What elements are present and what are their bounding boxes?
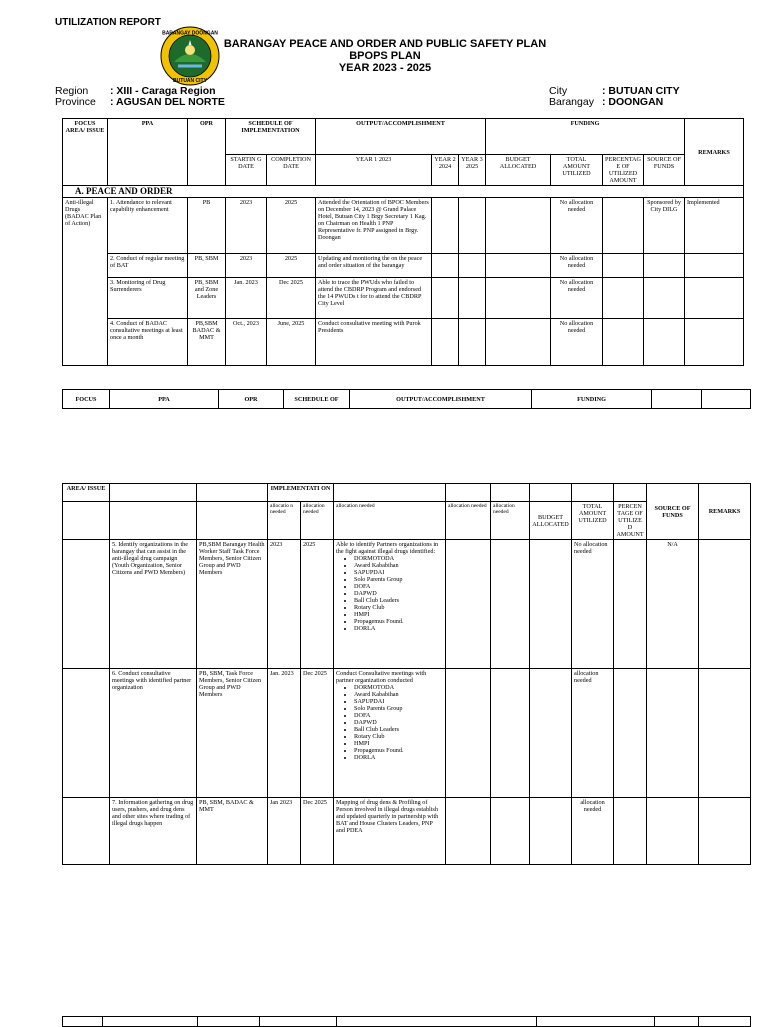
- output-cell: Mapping of drug dens & Profiling of Person involved in illegal drugs establish and updated quarterly in partnership with BAT and House Clusters Leaders, PNP and PDEA: [334, 798, 446, 865]
- source-cell: [644, 278, 685, 319]
- end-cell: 2025: [301, 540, 334, 669]
- source-cell: Sponsored by City DILG: [644, 198, 685, 254]
- opr-cell: PB, SBM, BADAC & MMT: [197, 798, 268, 865]
- remarks-cell: Implemented: [685, 198, 744, 254]
- remarks-cell: [685, 254, 744, 278]
- col-output: OUTPUT/ACCOMPLISHMENT: [316, 119, 486, 155]
- start-cell: Jan 2023: [268, 798, 301, 865]
- table-row: [63, 540, 751, 669]
- source-cell: [647, 669, 699, 798]
- svg-text:BARANGAY DOONGAN: BARANGAY DOONGAN: [162, 30, 218, 37]
- remarks-cell: [699, 540, 751, 669]
- percentage-cell: [603, 278, 644, 319]
- total-cell: No allocation needed: [551, 278, 603, 319]
- focus-area-cell: Anti-illegal Drugs (BADAC Plan of Action): [63, 198, 108, 366]
- blank-cell: [491, 798, 530, 865]
- blank-cell: [197, 502, 268, 540]
- table-header-strip: [62, 389, 751, 409]
- start-cell: Oct., 2023: [226, 319, 267, 366]
- list-item: • Solo Parents Group: [354, 705, 443, 712]
- col-start-date: STARTIN G DATE: [226, 155, 267, 186]
- col-source: SOURCE OF FUNDS: [647, 484, 699, 540]
- opr-cell: PB,SBM Barangay Health Worker Staff Task Force Members, Senior Citizen Group and PWD Members: [197, 540, 268, 669]
- col-percentage: PERCEN TAGE OF UTILIZE D AMOUNT: [614, 502, 647, 540]
- blank-cell: [614, 484, 647, 502]
- total-cell: allocation needed: [572, 669, 614, 798]
- output-text: Conduct Consultative meetings with partner organization conducted: [336, 670, 427, 684]
- col-remarks: REMARKS: [699, 484, 751, 540]
- remarks-cell: [685, 278, 744, 319]
- col-budget: BUDGET ALLOCATED: [486, 155, 551, 186]
- table-row: [63, 254, 744, 278]
- table-footer-strip: [62, 1016, 751, 1027]
- year2-cell: [432, 198, 459, 254]
- bpops-table-continued: [62, 483, 751, 865]
- year3-cell: [459, 278, 486, 319]
- col-funding: FUNDING: [486, 119, 685, 155]
- budget-cell: [486, 198, 551, 254]
- blank-cell: [446, 484, 491, 502]
- blank-cell: [446, 669, 491, 798]
- partner-organization-list: [336, 555, 443, 632]
- city-label: City: [549, 85, 568, 97]
- col-area-issue: AREA/ ISSUE: [63, 484, 110, 502]
- col-source: SOURCE OF FUNDS: [644, 155, 685, 186]
- list-item: • DAPWD: [354, 590, 443, 597]
- blank-cell: [699, 1017, 751, 1027]
- section-heading: A. PEACE AND ORDER: [63, 186, 744, 198]
- alloc-cell: allocation needed: [334, 502, 446, 540]
- percentage-cell: [603, 319, 644, 366]
- table-row: [63, 319, 744, 366]
- list-item: • HMPI: [354, 611, 443, 618]
- blank-cell: [110, 484, 197, 502]
- source-cell: [644, 319, 685, 366]
- budget-cell: [486, 319, 551, 366]
- blank-cell: [652, 390, 702, 409]
- col-total: TOTAL AMOUNT UTILIZED: [572, 502, 614, 540]
- province-value: : AGUSAN DEL NORTE: [110, 96, 225, 108]
- city-value: : BUTUAN CITY: [602, 85, 680, 97]
- year2-cell: [432, 254, 459, 278]
- report-label: UTILIZATION REPORT: [55, 17, 161, 28]
- table-row: [63, 669, 751, 798]
- end-cell: Dec 2025: [301, 669, 334, 798]
- budget-cell: [530, 669, 572, 798]
- output-cell: [334, 669, 446, 798]
- end-cell: Dec 2025: [301, 798, 334, 865]
- col-completion-date: COMPLETION DATE: [267, 155, 316, 186]
- remarks-cell: [685, 319, 744, 366]
- blank-cell: [537, 1017, 655, 1027]
- blank-cell: [198, 1017, 260, 1027]
- col-funding: FUNDING: [532, 390, 652, 409]
- blank-cell: [63, 502, 110, 540]
- blank-cell: [572, 484, 614, 502]
- percentage-cell: [614, 798, 647, 865]
- year3-cell: [459, 198, 486, 254]
- budget-cell: [486, 278, 551, 319]
- budget-cell: [530, 540, 572, 669]
- barangay-value: : DOONGAN: [602, 96, 664, 108]
- ppa-cell: 2. Conduct of regular meeting of BAT: [108, 254, 188, 278]
- list-item: • DOFA: [354, 583, 443, 590]
- blank-cell: [63, 669, 110, 798]
- blank-cell: [337, 1017, 537, 1027]
- document-year-range: YEAR 2023 - 2025: [338, 62, 432, 74]
- col-schedule: SCHEDULE OF: [284, 390, 350, 409]
- table-row: [63, 278, 744, 319]
- col-year3: YEAR 3 2025: [459, 155, 486, 186]
- alloc-cell: allocation needed: [301, 502, 334, 540]
- list-item: • DAPWD: [354, 719, 443, 726]
- list-item: • Rotary Club: [354, 604, 443, 611]
- blank-cell: [197, 484, 268, 502]
- ppa-cell: 5. Identify organizations in the barangay that can assist in the anti-illegal drug campaign (Youth Organization, Senior Citizens and PWD Members): [110, 540, 197, 669]
- list-item: • DORLA: [354, 754, 443, 761]
- budget-cell: [486, 254, 551, 278]
- start-cell: Jan. 2023: [268, 669, 301, 798]
- year2-cell: [432, 319, 459, 366]
- blank-cell: [446, 540, 491, 669]
- remarks-cell: [699, 798, 751, 865]
- budget-cell: [530, 798, 572, 865]
- col-opr: OPR: [219, 390, 284, 409]
- percentage-cell: [614, 669, 647, 798]
- blank-cell: [491, 484, 530, 502]
- percentage-cell: [603, 254, 644, 278]
- bpops-table-peace-order: [62, 118, 744, 366]
- alloc-cell: allocatio n needed: [268, 502, 301, 540]
- list-item: • Solo Parents Group: [354, 576, 443, 583]
- percentage-cell: [614, 540, 647, 669]
- blank-cell: [103, 1017, 198, 1027]
- opr-cell: PB: [188, 198, 226, 254]
- list-item: • Ball Club Leaders: [354, 726, 443, 733]
- blank-cell: [260, 1017, 337, 1027]
- start-cell: 2023: [226, 254, 267, 278]
- year3-cell: [459, 319, 486, 366]
- col-implementation: IMPLEMENTATI ON: [268, 484, 334, 502]
- ppa-cell: 3. Monitoring of Drug Surrenderers: [108, 278, 188, 319]
- table-row: [63, 198, 744, 254]
- list-item: • Propagemus Found.: [354, 747, 443, 754]
- list-item: • Propagemus Found.: [354, 618, 443, 625]
- list-item: • SAPUPDAI: [354, 698, 443, 705]
- col-output: OUTPUT/ACCOMPLISHMENT: [350, 390, 532, 409]
- year1-cell: Updating and monitoring the on the peace and order situation of the barangay: [316, 254, 432, 278]
- source-cell: N/A: [647, 540, 699, 669]
- blank-cell: [655, 1017, 699, 1027]
- output-text: Able to identify Partners organizations in the fight against illegal drugs identified:: [336, 541, 439, 555]
- document-title: BARANGAY PEACE AND ORDER AND PUBLIC SAFETY PLAN: [223, 38, 547, 50]
- year1-cell: Conduct consultative meeting with Purok Presidents: [316, 319, 432, 366]
- col-ppa: PPA: [108, 119, 188, 186]
- table-row: [63, 798, 751, 865]
- col-year2: YEAR 2 2024: [432, 155, 459, 186]
- blank-cell: [702, 390, 751, 409]
- remarks-cell: [699, 669, 751, 798]
- col-total: TOTAL AMOUNT UTILIZED: [551, 155, 603, 186]
- svg-text:BUTUAN CITY: BUTUAN CITY: [173, 78, 207, 84]
- source-cell: [647, 798, 699, 865]
- col-budget: BUDGET ALLOCATED: [530, 502, 572, 540]
- end-cell: 2025: [267, 198, 316, 254]
- blank-cell: [63, 798, 110, 865]
- blank-cell: [530, 484, 572, 502]
- blank-cell: [63, 1017, 103, 1027]
- end-cell: 2025: [267, 254, 316, 278]
- list-item: • SAPUPDAI: [354, 569, 443, 576]
- opr-cell: PB, SBM, Task Force Members, Senior Citizen Group and PWD Members: [197, 669, 268, 798]
- end-cell: June, 2025: [267, 319, 316, 366]
- col-ppa: PPA: [110, 390, 219, 409]
- list-item: • HMPI: [354, 740, 443, 747]
- opr-cell: PB, SBM: [188, 254, 226, 278]
- total-cell: No allocation needed: [551, 319, 603, 366]
- ppa-cell: 1. Attendance to relevant capability enhancement: [108, 198, 188, 254]
- blank-cell: [110, 502, 197, 540]
- total-cell: No allocation needed: [572, 540, 614, 669]
- blank-cell: [63, 540, 110, 669]
- col-percentage: PERCENTAG E OF UTILIZED AMOUNT: [603, 155, 644, 186]
- year1-cell: Attended the Orientation of BPOC Members on December 14, 2023 @ Grand Palace Hotel, Butuan City 1 Brgy Secretary 1 Kag. on Chairman on Health 1 PNP Representative fr. PNP assigned in Brgy. Doongan: [316, 198, 432, 254]
- blank-cell: [334, 484, 446, 502]
- total-cell: allocation needed: [572, 798, 614, 865]
- end-cell: Dec 2025: [267, 278, 316, 319]
- start-cell: 2023: [268, 540, 301, 669]
- region-label: Region: [55, 85, 89, 97]
- list-item: • Ball Club Leaders: [354, 597, 443, 604]
- year2-cell: [432, 278, 459, 319]
- opr-cell: PB,SBM BADAC & MMT: [188, 319, 226, 366]
- col-opr: OPR: [188, 119, 226, 186]
- col-remarks: REMARKS: [685, 119, 744, 186]
- province-label: Province: [55, 96, 96, 108]
- list-item: • Rotary Club: [354, 733, 443, 740]
- source-cell: [644, 254, 685, 278]
- percentage-cell: [603, 198, 644, 254]
- blank-cell: [491, 669, 530, 798]
- blank-cell: [446, 798, 491, 865]
- region-value: : XIII - Caraga Region: [110, 85, 216, 97]
- list-item: • Award Kababihan: [354, 562, 443, 569]
- total-cell: No allocation needed: [551, 198, 603, 254]
- list-item: • DOFA: [354, 712, 443, 719]
- barangay-label: Barangay: [549, 96, 594, 108]
- ppa-cell: 4. Conduct of BADAC consultative meetings at least once a month: [108, 319, 188, 366]
- col-focus-area: FOCUS AREA/ ISSUE: [63, 119, 108, 186]
- list-item: • DORMOTODA: [354, 684, 443, 691]
- col-focus: FOCUS: [63, 390, 110, 409]
- list-item: • Award Kababihan: [354, 691, 443, 698]
- list-item: • DORMOTODA: [354, 555, 443, 562]
- col-schedule: SCHEDULE OF IMPLEMENTATION: [226, 119, 316, 155]
- ppa-cell: 7. Information gathering on drug users, pushers, and drug dens and other sites where trading of illegal drugs happen: [110, 798, 197, 865]
- alloc-cell: allocation needed: [491, 502, 530, 540]
- blank-cell: [491, 540, 530, 669]
- partner-organization-list: [336, 684, 443, 761]
- ppa-cell: 6. Conduct consultative meetings with identified partner organization: [110, 669, 197, 798]
- total-cell: No allocation needed: [551, 254, 603, 278]
- year3-cell: [459, 254, 486, 278]
- year1-cell: Able to trace the PWUds who failed to attend the CBDRP Program and endorsed the 14 PWUDs t for to attend the CBDRP City Level: [316, 278, 432, 319]
- start-cell: Jan. 2023: [226, 278, 267, 319]
- col-year1: YEAR 1 2023: [316, 155, 432, 186]
- list-item: • DORLA: [354, 625, 443, 632]
- document-subtitle: BPOPS PLAN: [349, 50, 421, 62]
- opr-cell: PB, SBM and Zone Leaders: [188, 278, 226, 319]
- output-cell: [334, 540, 446, 669]
- alloc-cell: allocation needed: [446, 502, 491, 540]
- start-cell: 2023: [226, 198, 267, 254]
